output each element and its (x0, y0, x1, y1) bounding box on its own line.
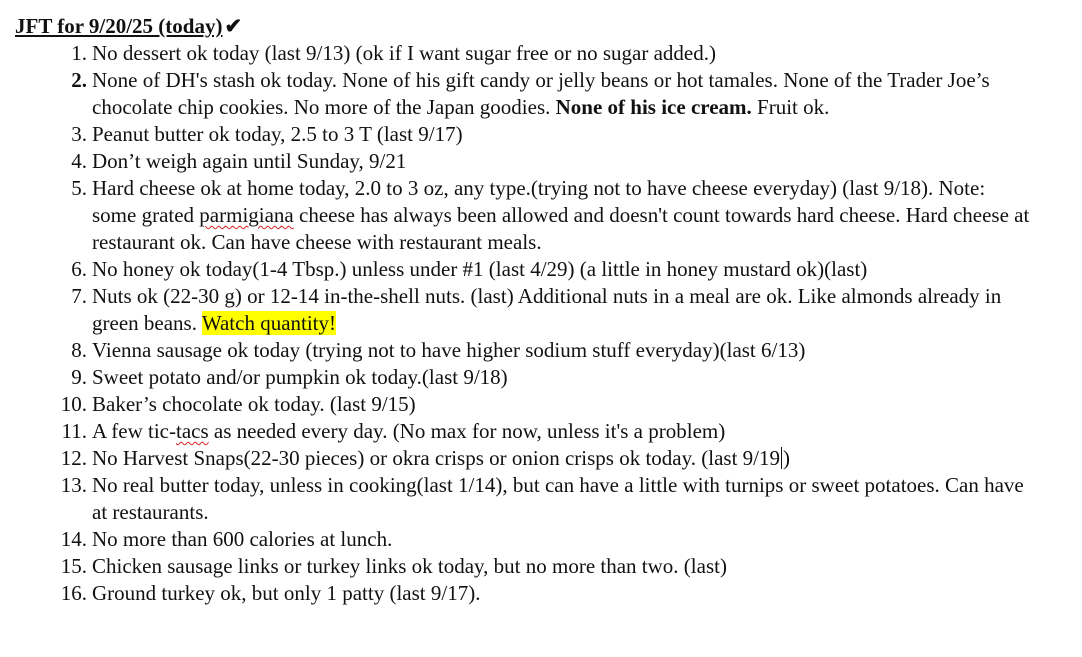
list-item (15, 40, 1082, 67)
list-item (15, 337, 1082, 364)
list-item-number: 12. (60, 446, 87, 470)
list-item-number: 4. (71, 149, 87, 173)
list-item-text: Peanut butter ok today, 2.5 to 3 T (last 9/17) (92, 122, 463, 146)
list-item (15, 472, 1082, 526)
list-item-number: 14. (60, 527, 87, 551)
highlighted-text: Watch quantity! (201, 311, 337, 335)
list-item-number: 10. (60, 392, 87, 416)
list-item-text: Chicken sausage links or turkey links ok today, but no more than two. (last) (92, 554, 727, 578)
list-item-text: Nuts ok (22-30 g) or 12-14 in-the-shell nuts. (last) Additional nuts in a meal are ok. Like almonds already in green beans. (92, 284, 1002, 335)
spelling-flagged-word: parmigiana (199, 203, 294, 227)
list-item-number: 16. (60, 581, 87, 605)
list-item-text: Ground turkey ok, but only 1 patty (last 9/17). (92, 581, 481, 605)
list-item-number: 6. (71, 257, 87, 281)
list-item-text: Baker’s chocolate ok today. (last 9/15) (92, 392, 416, 416)
list-item-number: 9. (71, 365, 87, 389)
list-item (15, 580, 1082, 607)
list-item-text: cheese has always been allowed and doesn't count towards hard cheese. Hard cheese at restaurant ok. Can have cheese with restaurant meals. (92, 203, 1030, 254)
list-item-text: No dessert ok today (last 9/13) (ok if I want sugar free or no sugar added.) (92, 41, 716, 65)
list-item (15, 445, 1082, 472)
list-item-text: Vienna sausage ok today (trying not to have higher sodium stuff everyday)(last 6/13) (92, 338, 806, 362)
list-item (15, 391, 1082, 418)
list-item-number: 13. (60, 473, 87, 497)
list-item-text: Fruit ok. (751, 95, 830, 119)
list-item-number: 8. (71, 338, 87, 362)
list-item (15, 283, 1082, 337)
list-item-number: 1. (71, 41, 87, 65)
list-item-text: No honey ok today(1-4 Tbsp.) unless under #1 (last 4/29) (a little in honey mustard ok)(last) (92, 257, 868, 281)
list-item-text: Hard cheese ok at home today, 2.0 to 3 oz, any type.(trying not to have cheese everyday) (last 9/18). Note: some grated (92, 176, 986, 227)
list-item-text: A few tic- (92, 419, 176, 443)
list-item (15, 175, 1082, 256)
list-item-number: 15. (60, 554, 87, 578)
food-rules-list (15, 40, 1082, 607)
list-item (15, 526, 1082, 553)
list-item-text: No Harvest Snaps(22-30 pieces) or okra crisps or onion crisps ok today. (last 9/19 (92, 446, 780, 470)
checkmark-icon: ✔ (224, 14, 243, 38)
list-item-number: 7. (71, 284, 87, 308)
text-cursor (781, 447, 782, 469)
list-item-number: 3. (71, 122, 87, 146)
list-item (15, 256, 1082, 283)
list-item (15, 418, 1082, 445)
list-item-text: No more than 600 calories at lunch. (92, 527, 393, 551)
list-item (15, 67, 1082, 121)
list-item (15, 121, 1082, 148)
list-item-text: No real butter today, unless in cooking(last 1/14), but can have a little with turnips or sweet potatoes. Can have at restaurants. (92, 473, 1024, 524)
list-item-text: ) (783, 446, 790, 470)
list-item (15, 553, 1082, 580)
heading-text: JFT for 9/20/25 (today) (15, 14, 223, 38)
list-item-text: Sweet potato and/or pumpkin ok today.(last 9/18) (92, 365, 508, 389)
list-item-number: 2. (71, 68, 87, 92)
list-item (15, 148, 1082, 175)
document-heading (15, 13, 1082, 40)
list-item-number: 11. (61, 419, 87, 443)
spelling-flagged-word: tacs (175, 419, 209, 443)
bold-text: None of his ice cream. (555, 95, 752, 119)
list-item-number: 5. (71, 176, 87, 200)
list-item-text: Don’t weigh again until Sunday, 9/21 (92, 149, 407, 173)
list-item (15, 364, 1082, 391)
list-item-text: as needed every day. (No max for now, unless it's a problem) (208, 419, 726, 443)
list-item-text: None of DH's stash ok today. None of his gift candy or jelly beans or hot tamales. None of the Trader Joe’s chocolate chip cookies. No more of the Japan goodies. (92, 68, 990, 119)
